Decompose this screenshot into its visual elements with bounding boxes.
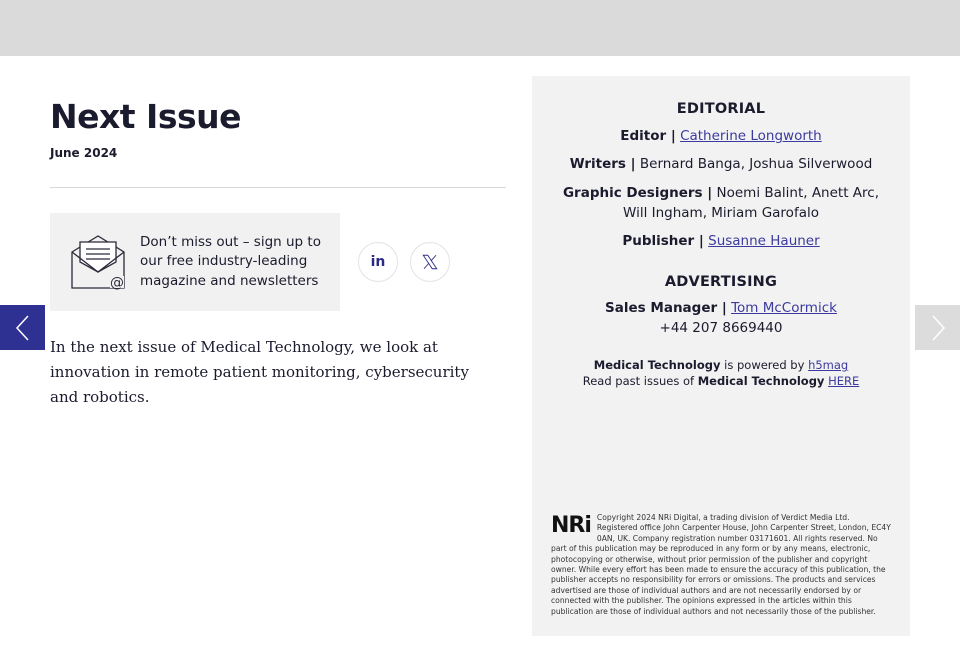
next-issue-section bbox=[50, 76, 506, 410]
linkedin-icon: in bbox=[370, 254, 386, 270]
next-page-button[interactable] bbox=[915, 305, 960, 350]
copyright-text: Copyright 2024 NRi Digital, a trading division of Verdict Media Ltd. Registered office John Carpenter House, John Carpenter Street, London, EC4Y 0AN, UK. Company registration number 03171601. All rights reserved. No part of this publication may be reproduced in any form or by any means, electronic, photocopying or otherwise, without prior permission of the publisher and copyright owner. While every effort has been made to ensure the accuracy of this publication, the publisher accepts no responsibility for errors or omissions. The products and services advertised are those of individual authors and are not necessarily endorsed by or connected with the publisher. The opinions expressed in the articles within this publication are those of individual authors and not necessarily those of the publisher. bbox=[551, 513, 891, 616]
sales-label: Sales Manager | bbox=[605, 300, 727, 316]
editor-label: Editor | bbox=[620, 128, 676, 144]
page-title: Next Issue bbox=[50, 97, 241, 136]
powered-by-line bbox=[532, 357, 910, 373]
x-icon bbox=[421, 253, 439, 271]
chevron-right-icon bbox=[930, 315, 946, 341]
linkedin-share-button[interactable] bbox=[358, 242, 398, 282]
publisher-line bbox=[532, 231, 910, 251]
writers-line bbox=[532, 154, 910, 174]
newsletter-signup-button[interactable] bbox=[50, 213, 340, 311]
issue-intro-text: In the next issue of Medical Technology, we look at innovation in remote patient monitoring, cybersecurity and robotics. bbox=[50, 338, 469, 406]
nri-logo: NRi bbox=[551, 513, 591, 538]
sales-phone: +44 207 8669440 bbox=[659, 320, 783, 336]
past-issues-line bbox=[532, 373, 910, 389]
legal-notice bbox=[551, 513, 891, 617]
previous-page-button[interactable] bbox=[0, 305, 45, 350]
publisher-link[interactable]: Susanne Hauner bbox=[708, 233, 820, 249]
past-issues-brand: Medical Technology bbox=[697, 374, 825, 388]
svg-text:@: @ bbox=[110, 275, 124, 290]
x-share-button[interactable] bbox=[410, 242, 450, 282]
sales-manager-link[interactable]: Tom McCormick bbox=[731, 300, 837, 316]
signup-text: Don’t miss out – sign up to our free industry-leading magazine and newsletters bbox=[140, 233, 321, 289]
writers-names: Bernard Banga, Joshua Silverwood bbox=[639, 156, 873, 172]
designers-names-1: Noemi Balint, Anett Arc, bbox=[716, 185, 880, 201]
credits-panel bbox=[532, 76, 910, 636]
designers-label: Graphic Designers | bbox=[562, 185, 713, 201]
divider bbox=[50, 187, 506, 188]
writers-label: Writers | bbox=[569, 156, 636, 172]
powered-text: is powered by bbox=[724, 358, 805, 372]
envelope-at-icon bbox=[70, 234, 126, 290]
sales-line bbox=[532, 298, 910, 318]
advertising-heading: ADVERTISING bbox=[664, 274, 778, 290]
publisher-label: Publisher | bbox=[622, 233, 704, 249]
h5mag-link[interactable]: h5mag bbox=[808, 358, 849, 372]
chevron-left-icon bbox=[15, 315, 31, 341]
designers-names-2: Will Ingham, Miriam Garofalo bbox=[623, 205, 819, 221]
editor-link[interactable]: Catherine Longworth bbox=[680, 128, 822, 144]
past-issues-text: Read past issues of bbox=[582, 374, 695, 388]
top-bar bbox=[0, 0, 960, 56]
editorial-heading: EDITORIAL bbox=[676, 101, 766, 117]
editor-line bbox=[532, 126, 910, 146]
designers-line bbox=[532, 183, 910, 223]
signup-row bbox=[50, 213, 506, 311]
past-issues-link[interactable]: HERE bbox=[828, 374, 860, 388]
issue-date: June 2024 bbox=[50, 146, 118, 160]
powered-brand: Medical Technology bbox=[593, 358, 721, 372]
